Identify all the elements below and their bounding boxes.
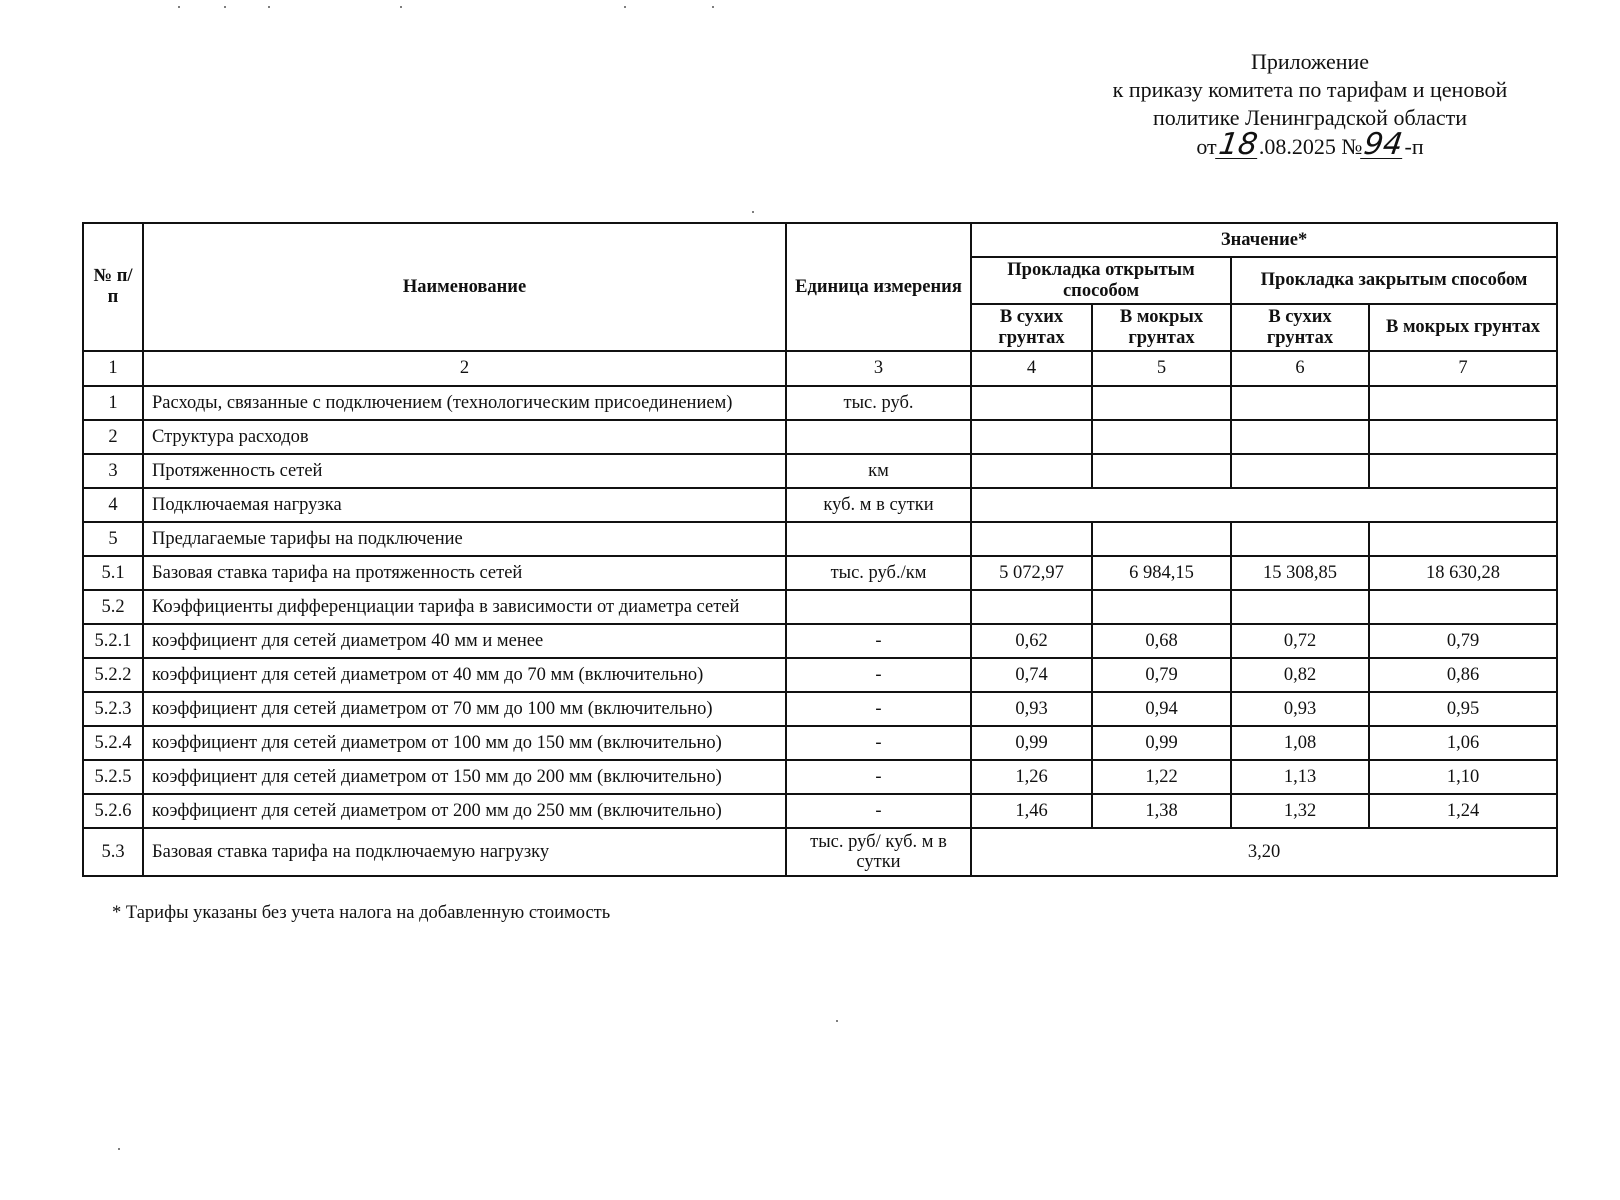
value-open-dry: 1,46	[971, 794, 1092, 828]
header-open-laying: Прокладка открытым способом	[971, 257, 1231, 304]
value-open-wet	[1092, 454, 1231, 488]
value-closed-dry: 1,08	[1231, 726, 1369, 760]
value-open-dry	[971, 420, 1092, 454]
value-open-dry	[971, 522, 1092, 556]
header-value: Значение*	[971, 223, 1557, 257]
order-suffix: -п	[1404, 134, 1424, 159]
row-unit	[786, 420, 971, 454]
table-row	[83, 386, 1557, 420]
table-row	[83, 794, 1557, 828]
value-open-dry	[971, 386, 1092, 420]
row-unit: -	[786, 624, 971, 658]
date-rest: .08.2025 №	[1258, 134, 1363, 159]
value-closed-wet	[1369, 386, 1557, 420]
value-closed-wet: 1,06	[1369, 726, 1557, 760]
appendix-committee-line: политике Ленинградской области	[1152, 105, 1467, 130]
value-open-wet: 1,38	[1092, 794, 1231, 828]
appendix-header	[1040, 48, 1580, 161]
value-open-wet	[1092, 590, 1231, 624]
row-number: 5.2	[83, 590, 143, 624]
value-open-dry	[971, 454, 1092, 488]
header-closed-dry: В сухих грунтах	[1231, 304, 1369, 351]
value-closed-dry	[1231, 590, 1369, 624]
header-num: № п/п	[83, 223, 143, 351]
table-row	[83, 420, 1557, 454]
value-closed-dry: 0,93	[1231, 692, 1369, 726]
row-number: 5.2.2	[83, 658, 143, 692]
appendix-order-line: к приказу комитета по тарифам и ценовой	[1112, 77, 1508, 102]
row-name: коэффициент для сетей диаметром 40 мм и менее	[143, 624, 786, 658]
value-open-wet: 0,79	[1092, 658, 1231, 692]
row-unit: -	[786, 658, 971, 692]
row-unit: км	[786, 454, 971, 488]
value-open-dry: 0,62	[971, 624, 1092, 658]
row-number: 5.2.4	[83, 726, 143, 760]
value-open-wet: 6 984,15	[1092, 556, 1231, 590]
row-unit: тыс. руб.	[786, 386, 971, 420]
header-closed-laying: Прокладка закрытым способом	[1231, 257, 1557, 304]
header-name: Наименование	[143, 223, 786, 351]
value-open-wet: 0,94	[1092, 692, 1231, 726]
column-number: 6	[1231, 351, 1369, 386]
column-number: 1	[83, 351, 143, 386]
handwritten-day: 18	[1216, 127, 1260, 162]
scan-speck	[400, 6, 402, 8]
value-closed-wet: 1,10	[1369, 760, 1557, 794]
value-closed-dry: 1,13	[1231, 760, 1369, 794]
row-number: 5.3	[83, 828, 143, 876]
row-unit	[786, 522, 971, 556]
value-closed-wet: 0,95	[1369, 692, 1557, 726]
value-open-dry: 0,99	[971, 726, 1092, 760]
scan-speck	[178, 6, 180, 8]
appendix-title: Приложение	[1250, 49, 1370, 74]
table-row	[83, 726, 1557, 760]
value-closed-dry: 0,72	[1231, 624, 1369, 658]
row-unit: тыс. руб./км	[786, 556, 971, 590]
scan-speck	[268, 6, 270, 8]
header-unit: Единица измерения	[786, 223, 971, 351]
column-number: 2	[143, 351, 786, 386]
row-number: 4	[83, 488, 143, 522]
value-closed-dry	[1231, 454, 1369, 488]
row-name: коэффициент для сетей диаметром от 70 мм до 100 мм (включительно)	[143, 692, 786, 726]
header-open-wet: В мокрых грунтах	[1092, 304, 1231, 351]
row-name: коэффициент для сетей диаметром от 150 мм до 200 мм (включительно)	[143, 760, 786, 794]
handwritten-order-number: 94	[1362, 127, 1406, 162]
table-row	[83, 454, 1557, 488]
row-name: Расходы, связанные с подключением (технологическим присоединением)	[143, 386, 786, 420]
value-closed-dry	[1231, 386, 1369, 420]
value-closed-wet	[1369, 420, 1557, 454]
value-open-dry: 0,74	[971, 658, 1092, 692]
value-closed-wet	[1369, 454, 1557, 488]
value-open-dry	[971, 590, 1092, 624]
row-name: коэффициент для сетей диаметром от 40 мм до 70 мм (включительно)	[143, 658, 786, 692]
row-unit: -	[786, 692, 971, 726]
value-open-dry: 1,26	[971, 760, 1092, 794]
table-row	[83, 556, 1557, 590]
value-closed-wet	[1369, 590, 1557, 624]
table-row	[83, 692, 1557, 726]
scan-speck	[118, 1148, 120, 1150]
row-name: коэффициент для сетей диаметром от 200 мм до 250 мм (включительно)	[143, 794, 786, 828]
row-name: Предлагаемые тарифы на подключение	[143, 522, 786, 556]
value-merged	[971, 488, 1557, 522]
row-name: коэффициент для сетей диаметром от 100 мм до 150 мм (включительно)	[143, 726, 786, 760]
table-row	[83, 828, 1557, 876]
value-open-wet: 0,99	[1092, 726, 1231, 760]
column-number: 7	[1369, 351, 1557, 386]
value-closed-wet: 1,24	[1369, 794, 1557, 828]
row-name: Базовая ставка тарифа на протяженность сетей	[143, 556, 786, 590]
row-name: Базовая ставка тарифа на подключаемую нагрузку	[143, 828, 786, 876]
row-number: 5.2.3	[83, 692, 143, 726]
scan-speck	[624, 6, 626, 8]
column-number-row	[83, 351, 1557, 386]
value-open-wet: 0,68	[1092, 624, 1231, 658]
row-unit: -	[786, 726, 971, 760]
row-name: Структура расходов	[143, 420, 786, 454]
value-closed-dry: 15 308,85	[1231, 556, 1369, 590]
row-number: 3	[83, 454, 143, 488]
value-closed-dry	[1231, 420, 1369, 454]
row-number: 1	[83, 386, 143, 420]
row-unit: тыс. руб/ куб. м в сутки	[786, 828, 971, 876]
row-unit: куб. м в сутки	[786, 488, 971, 522]
header-open-dry: В сухих грунтах	[971, 304, 1092, 351]
value-open-wet: 1,22	[1092, 760, 1231, 794]
value-merged: 3,20	[971, 828, 1557, 876]
column-number: 3	[786, 351, 971, 386]
value-closed-wet: 18 630,28	[1369, 556, 1557, 590]
value-closed-dry: 0,82	[1231, 658, 1369, 692]
column-number: 5	[1092, 351, 1231, 386]
value-closed-wet: 0,79	[1369, 624, 1557, 658]
row-unit: -	[786, 794, 971, 828]
value-closed-wet: 0,86	[1369, 658, 1557, 692]
table-row	[83, 624, 1557, 658]
row-name: Подключаемая нагрузка	[143, 488, 786, 522]
value-open-wet	[1092, 386, 1231, 420]
row-unit: -	[786, 760, 971, 794]
header-closed-wet: В мокрых грунтах	[1369, 304, 1557, 351]
table-row	[83, 522, 1557, 556]
vat-footnote: * Тарифы указаны без учета налога на добавленную стоимость	[112, 903, 611, 923]
column-number: 4	[971, 351, 1092, 386]
row-number: 2	[83, 420, 143, 454]
row-number: 5.2.6	[83, 794, 143, 828]
value-open-dry: 5 072,97	[971, 556, 1092, 590]
value-closed-dry	[1231, 522, 1369, 556]
scan-speck	[752, 211, 754, 213]
table-row	[83, 658, 1557, 692]
row-number: 5.1	[83, 556, 143, 590]
row-number: 5.2.5	[83, 760, 143, 794]
scan-speck	[224, 6, 226, 8]
table-row	[83, 488, 1557, 522]
table-row	[83, 760, 1557, 794]
appendix-date-line	[1040, 127, 1580, 162]
table-row	[83, 590, 1557, 624]
date-prefix: от	[1196, 134, 1217, 159]
value-open-dry: 0,93	[971, 692, 1092, 726]
row-number: 5.2.1	[83, 624, 143, 658]
scan-speck	[836, 1020, 838, 1022]
row-name: Протяженность сетей	[143, 454, 786, 488]
value-open-wet	[1092, 522, 1231, 556]
value-open-wet	[1092, 420, 1231, 454]
value-closed-wet	[1369, 522, 1557, 556]
row-number: 5	[83, 522, 143, 556]
scan-speck	[712, 6, 714, 8]
row-unit	[786, 590, 971, 624]
value-closed-dry: 1,32	[1231, 794, 1369, 828]
tariff-table	[82, 222, 1558, 877]
row-name: Коэффициенты дифференциации тарифа в зависимости от диаметра сетей	[143, 590, 786, 624]
